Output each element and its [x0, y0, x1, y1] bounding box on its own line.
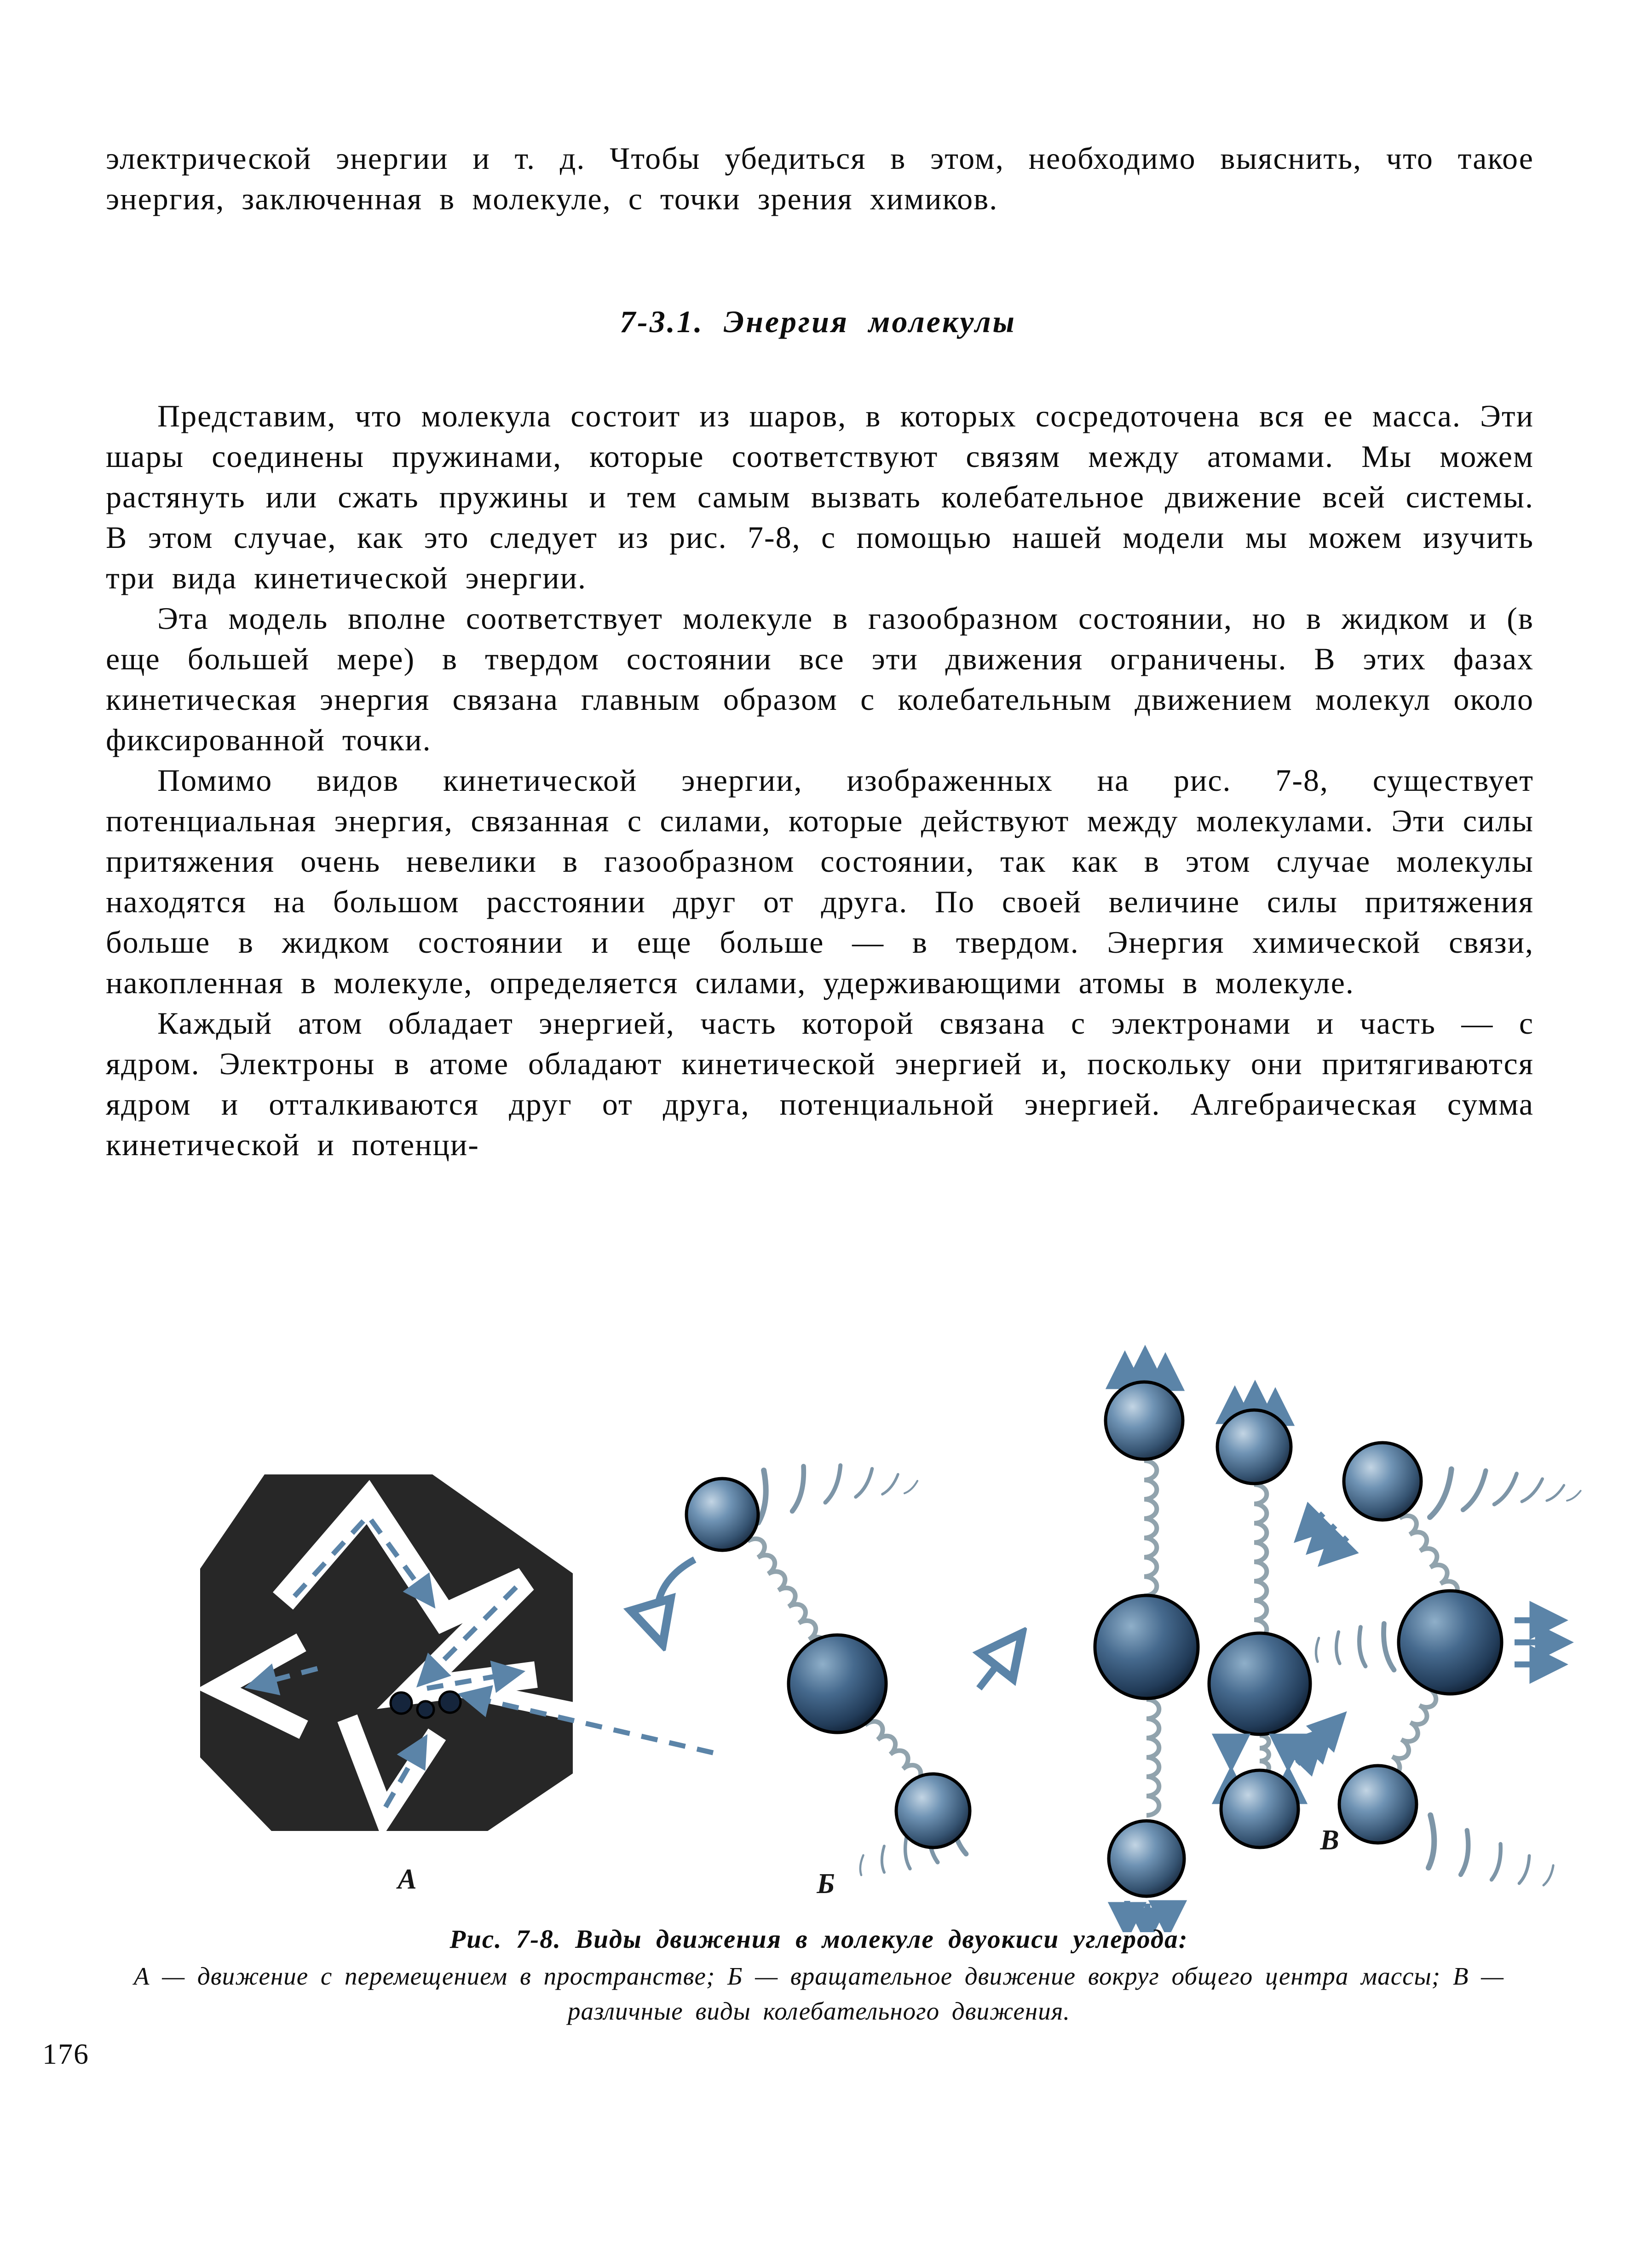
section-heading: 7-3.1. Энергия молекулы: [620, 304, 1016, 339]
vibration-arcs: [1430, 1467, 1581, 1520]
carbon-atom-sphere: [1095, 1595, 1198, 1698]
carbon-atom-sphere: [1209, 1633, 1310, 1734]
vibration-arcs: [1313, 1623, 1394, 1670]
carbon-atom-sphere: [789, 1635, 886, 1733]
vibration-arcs: [1420, 1815, 1554, 1886]
rotation-arcs: [753, 1464, 917, 1523]
paragraph: Представим, что молекула состоит из шаров, в которых сосредоточена вся ее масса. Эти шары соединены пружинами, которые соответствуют связям между атомами. Мы можем растянуть или сжать пружины и тем самым вызвать колебательное движение всей системы. В этом случае, как это следует из рис. 7-8, с помощью нашей модели мы можем изучить три вида кинетической энергии.: [106, 398, 1534, 595]
oxygen-atom-sphere: [1217, 1410, 1291, 1484]
oxygen-atom-sphere: [1339, 1766, 1417, 1843]
oxygen-atom-sphere: [896, 1774, 970, 1848]
rotation-arrow: [657, 1560, 695, 1638]
oxygen-atom-sphere: [1221, 1770, 1298, 1848]
figure-panel-a: [200, 1474, 713, 1895]
page-number: 176: [42, 2038, 89, 2070]
oxygen-atom-sphere: [1106, 1382, 1183, 1459]
vibration-arrow: [1311, 1525, 1335, 1549]
vibration-arrows-group: [1515, 1620, 1566, 1664]
figure-panel-v: [1095, 1353, 1581, 1932]
figure-panel-b: [657, 1464, 1018, 1900]
paragraph: Эта модель вполне соответствует молекуле в газообразном состоянии, но в жидком и (в еще большей мере) в твердом состоянии все эти движения ограничены. В этих фазах кинетическая энергия связана главным образом с колебательным движением молекул около фиксированной точки.: [106, 601, 1534, 757]
asymmetric-stretch-chain: [1209, 1387, 1310, 1848]
figure-7-8-illustration: [0, 1320, 1636, 1932]
paragraph: Каждый атом обладает энергией, часть которой связана с электронами и часть — с ядром. Электроны в атоме обладают кинетической энергией и, поскольку они притягиваются ядром и отталкиваются друг от друга, потенциальной энергией. Алгебраическая сумма кинетической и потенци-: [106, 1006, 1534, 1162]
vibration-arrow: [1297, 1741, 1319, 1764]
vibration-arrow: [1323, 1537, 1347, 1561]
rotation-arrow: [979, 1639, 1018, 1688]
oxygen-atom-sphere: [686, 1479, 758, 1550]
paragraph: электрической энергии и т. д. Чтобы убедиться в этом, необходимо выяснить, что такое энергия, заключенная в молекуле, с точки зрения химиков.: [106, 141, 1534, 216]
figure-caption-body: А — движение с перемещением в пространстве; Б — вращательное движение вокруг общего центра массы; В — различные виды колебательного движения.: [133, 1962, 1504, 2025]
vibration-arrows-group: [1297, 1717, 1342, 1764]
section-body: [106, 396, 1534, 1165]
symmetric-stretch-chain: [1095, 1353, 1198, 1932]
paragraph: Помимо видов кинетической энергии, изображенных на рис. 7-8, существует потенциальная энергия, связанная с силами, которые действуют между молекулами. Эти силы притяжения очень невелики в газообразном состоянии, так как в этом случае молекулы находятся на большом расстоянии друг от друга. По своей величине силы притяжения больше в жидком состоянии и еще больше — в твердом. Энергия химической связи, накопленная в молекуле, определяется силами, удерживающими атомы в молекуле.: [106, 763, 1534, 1000]
panel-b-label: Б: [817, 1868, 835, 1900]
vibration-arrows-group: [1299, 1514, 1347, 1561]
carbon-atom-sphere: [1399, 1591, 1502, 1694]
figure-caption: [87, 1922, 1550, 2029]
bending-vibration-chain: [1297, 1443, 1581, 1887]
oxygen-atom-sphere: [1109, 1821, 1184, 1896]
oxygen-atom-sphere: [1344, 1443, 1421, 1520]
figure-caption-title: Рис. 7-8. Виды движения в молекуле двуокиси углерода:: [449, 1925, 1188, 1954]
panel-v-label: В: [1320, 1825, 1339, 1856]
vibration-arrow: [1299, 1514, 1323, 1537]
panel-a-label: А: [397, 1864, 417, 1895]
intro-paragraph-block: [106, 138, 1534, 219]
